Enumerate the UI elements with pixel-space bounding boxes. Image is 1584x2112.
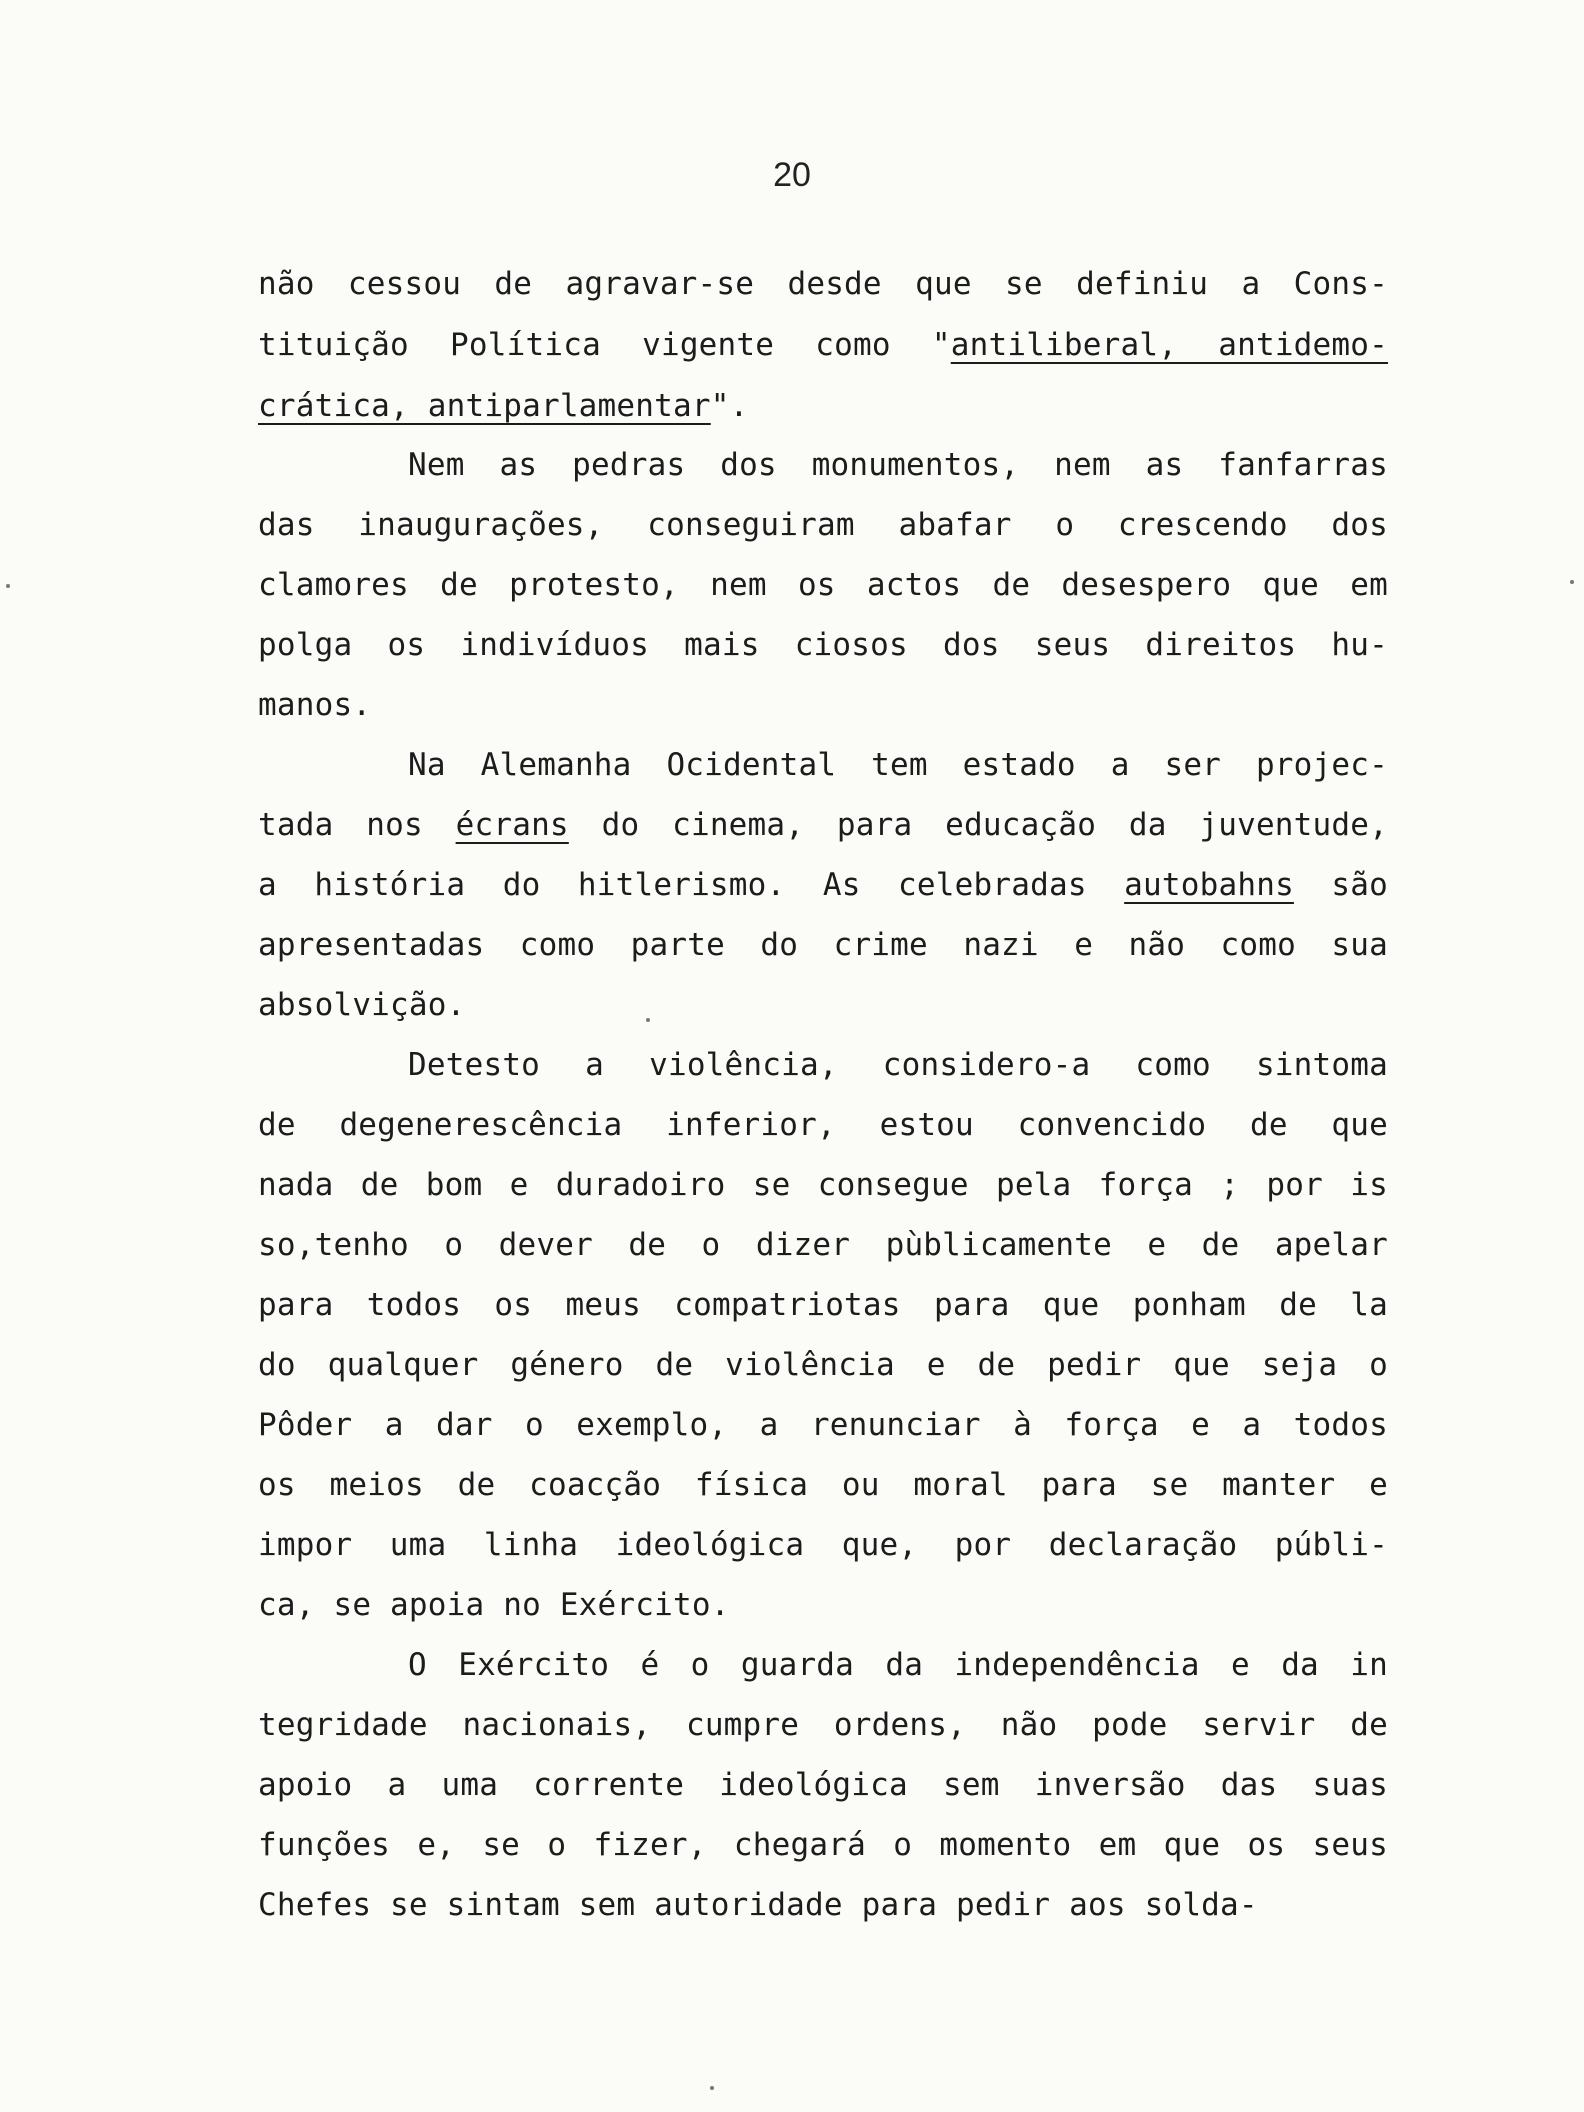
text-segment: Pôder a dar o exemplo, a renunciar à força e a todos bbox=[258, 1407, 1388, 1443]
text-segment: polga os indivíduos mais ciosos dos seus direitos hu- bbox=[258, 627, 1388, 663]
text-segment: ca, se apoia no Exército. bbox=[258, 1587, 730, 1623]
text-segment: do qualquer género de violência e de pedir que seja o bbox=[258, 1347, 1388, 1383]
text-segment: ". bbox=[710, 388, 749, 424]
text-line bbox=[258, 1825, 1388, 1865]
text-segment: os meios de coacção física ou moral para se manter e bbox=[258, 1467, 1388, 1503]
text-segment: para todos os meus compatriotas para que ponham de la bbox=[258, 1287, 1388, 1323]
text-segment: são bbox=[1293, 867, 1388, 903]
text-line bbox=[258, 445, 1388, 485]
scan-speck bbox=[1570, 580, 1574, 584]
text-line bbox=[258, 1465, 1388, 1505]
text-segment: de degenerescência inferior, estou convencido de que bbox=[258, 1107, 1388, 1143]
underlined-text: écrans bbox=[455, 807, 569, 843]
text-segment: tituição Política vigente como " bbox=[258, 327, 951, 363]
text-line bbox=[258, 325, 1388, 365]
text-segment: funções e, se o fizer, chegará o momento em que os seus bbox=[258, 1827, 1388, 1863]
text-line bbox=[258, 505, 1388, 545]
text-segment: do cinema, para educação da juventude, bbox=[568, 807, 1388, 843]
text-segment: tada nos bbox=[258, 807, 456, 843]
text-segment: Detesto a violência, considero-a como sintoma bbox=[408, 1047, 1388, 1083]
scan-speck bbox=[646, 1018, 650, 1022]
text-line bbox=[258, 1165, 1388, 1205]
text-line bbox=[258, 1045, 1388, 1085]
text-segment: Chefes se sintam sem autoridade para pedir aos solda- bbox=[258, 1887, 1258, 1923]
text-line bbox=[258, 1645, 1388, 1685]
text-segment: impor uma linha ideológica que, por declaração públi- bbox=[258, 1527, 1388, 1563]
text-line bbox=[258, 865, 1388, 905]
text-segment: Nem as pedras dos monumentos, nem as fanfarras bbox=[408, 447, 1388, 483]
text-line bbox=[258, 625, 1388, 665]
text-line bbox=[258, 1525, 1388, 1565]
text-line bbox=[258, 1405, 1388, 1445]
text-line bbox=[258, 685, 1388, 725]
text-line bbox=[258, 985, 1388, 1025]
text-line bbox=[258, 386, 1388, 426]
text-line bbox=[258, 1105, 1388, 1145]
text-segment: apoio a uma corrente ideológica sem inversão das suas bbox=[258, 1767, 1388, 1803]
text-line bbox=[258, 925, 1388, 965]
text-line bbox=[258, 1885, 1388, 1925]
text-segment: so,tenho o dever de o dizer pùblicamente e de apelar bbox=[258, 1227, 1388, 1263]
text-segment: clamores de protesto, nem os actos de desespero que em bbox=[258, 567, 1388, 603]
scan-speck bbox=[6, 584, 10, 588]
text-segment: das inaugurações, conseguiram abafar o crescendo dos bbox=[258, 507, 1388, 543]
text-line bbox=[258, 1285, 1388, 1325]
text-line bbox=[258, 1705, 1388, 1745]
text-line bbox=[258, 1585, 1388, 1625]
underlined-text: crática, antiparlamentar bbox=[258, 388, 711, 424]
text-segment: manos. bbox=[258, 687, 372, 723]
text-segment: Na Alemanha Ocidental tem estado a ser projec- bbox=[408, 747, 1388, 783]
text-segment: O Exército é o guarda da independência e da in bbox=[408, 1647, 1388, 1683]
text-line bbox=[258, 1765, 1388, 1805]
text-line bbox=[258, 1225, 1388, 1265]
text-segment: apresentadas como parte do crime nazi e não como sua bbox=[258, 927, 1388, 963]
text-segment: nada de bom e duradoiro se consegue pela força ; por is bbox=[258, 1167, 1388, 1203]
text-line bbox=[258, 565, 1388, 605]
text-segment: a história do hitlerismo. As celebradas bbox=[258, 867, 1125, 903]
text-segment: tegridade nacionais, cumpre ordens, não pode servir de bbox=[258, 1707, 1388, 1743]
text-line bbox=[258, 745, 1388, 785]
text-segment: não cessou de agravar-se desde que se definiu a Cons- bbox=[258, 266, 1388, 302]
underlined-text: antiliberal, antidemo- bbox=[950, 327, 1389, 363]
text-line bbox=[258, 264, 1388, 304]
text-line bbox=[258, 1345, 1388, 1385]
text-segment: absolvição. bbox=[258, 987, 466, 1023]
underlined-text: autobahns bbox=[1124, 867, 1294, 903]
page-number: 20 bbox=[773, 156, 811, 194]
text-line bbox=[258, 805, 1388, 845]
scan-speck bbox=[710, 2086, 714, 2090]
